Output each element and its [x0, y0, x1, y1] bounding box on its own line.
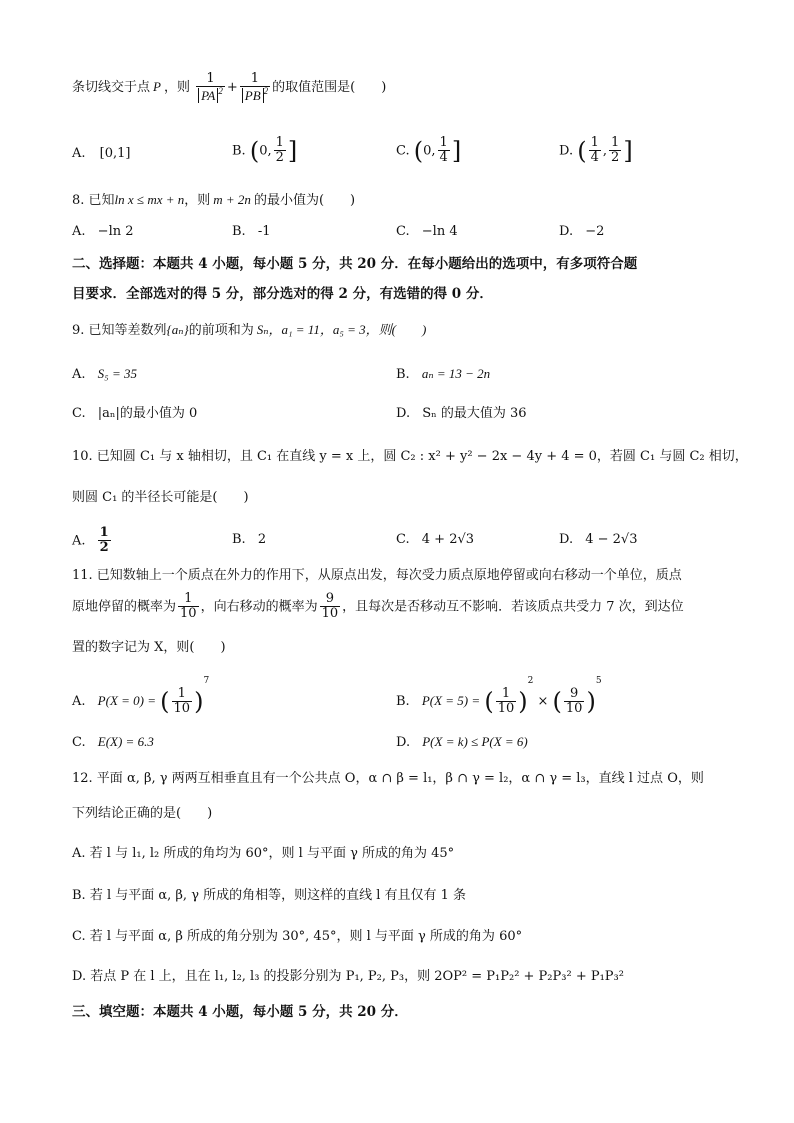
q11-option-c [72, 734, 154, 751]
q9-stem-text: 9. 已知等差数列 [72, 323, 167, 338]
q7d-den1: 4 [590, 150, 599, 166]
q9-option-a [72, 366, 137, 383]
q8-a-label: A. [72, 224, 86, 239]
q9-stem [72, 322, 426, 339]
q10-c-label: C. [396, 532, 410, 547]
q7-fraction-pb [240, 72, 270, 103]
q8-option-a [72, 224, 134, 240]
q11-stem-line2 [72, 592, 684, 622]
q10-b-value: 2 [257, 532, 267, 547]
q8-b-value: -1 [257, 224, 271, 239]
q11-stay-den: 10 [180, 606, 197, 622]
q7-option-a [72, 146, 131, 162]
q10-c-value: 4 + 2√3 [421, 532, 475, 547]
q7d-num1: 1 [590, 135, 599, 150]
q7d-num2: 1 [611, 135, 620, 150]
q11-b-value: P(X = 5) = [421, 693, 481, 708]
q11-a-label: A. [72, 694, 86, 709]
q7-fraction-pa [196, 72, 225, 103]
q12-stem-line1: 12. 平面 α, β, γ 两两互相垂直且有一个公共点 O，α ∩ β = l₁，β ∩ γ = l₂，α ∩ γ = l₃，直线 l 过点 O，则 [72, 771, 704, 786]
q7-then: ，则 [163, 79, 190, 95]
q9-cond: ，a₁ = 11，a₅ = 3，则( ) [268, 322, 427, 337]
q8-option-d [559, 224, 604, 240]
q9-d-value: Sₙ 的最大值为 36 [422, 406, 527, 421]
q7b-num: 1 [275, 135, 284, 150]
q7b-den: 2 [275, 150, 284, 166]
q11-a-value: P(X = 0) = [97, 693, 157, 708]
q10-option-d [559, 532, 638, 548]
q7-frac2-exp: 2 [263, 86, 269, 97]
q11-d-label: D. [396, 735, 411, 750]
q11-b-num2: 9 [570, 685, 579, 701]
q8-d-label: D. [559, 224, 574, 239]
section-2-heading-line2: 目要求．全部选对的得 5 分，部分选对的得 2 分，有选错的得 0 分． [72, 286, 493, 302]
q8-a-value: −ln 2 [97, 224, 134, 239]
q11-a-num: 1 [177, 685, 186, 701]
q9-b-label: B. [396, 367, 410, 382]
q9-a-value: S₅ = 35 [97, 366, 137, 381]
q11-a-den: 10 [173, 701, 191, 716]
q8-option-b [232, 224, 271, 240]
q10-option-c [396, 532, 474, 548]
q7-frac1-den: PA [198, 88, 218, 103]
q9-option-b [396, 366, 490, 383]
q10-a-num: 1 [99, 525, 109, 540]
q8-expr: ln x ≤ mx + n [114, 192, 185, 207]
q11-b-num1: 1 [501, 685, 511, 701]
q7-frac1-num: 1 [206, 71, 215, 86]
q7c-den: 4 [439, 150, 448, 166]
q10-a-label: A. [72, 533, 86, 549]
q9-c-value: |aₙ|的最小值为 0 [97, 406, 198, 421]
q9-d-label: D. [396, 406, 411, 421]
q8-target: m + 2n [213, 192, 251, 207]
q7-frac2-num: 1 [250, 71, 260, 86]
q9-option-d [396, 406, 527, 422]
q8-b-label: B. [232, 224, 246, 239]
q7c-num: 1 [439, 135, 448, 150]
q7-tail: 的取值范围是( ) [272, 79, 387, 95]
q7-frac2-den: PB [242, 88, 264, 103]
q12-option-a: A. 若 l 与 l₁, l₂ 所成的角均为 60°，则 l 与平面 γ 所成的角为 45° [72, 846, 455, 861]
q7d-den2: 2 [611, 150, 620, 166]
q11-b-exp1: 2 [527, 676, 534, 686]
q11-move-num: 9 [325, 591, 334, 606]
section-3-heading: 三、填空题：本题共 4 小题，每小题 5 分，共 20 分． [72, 1004, 408, 1020]
q11-line2c: ，且每次是否移动互不影响．若该质点共受力 7 次，到达位 [342, 599, 684, 615]
q11-b-den1: 10 [497, 701, 515, 716]
q7-option-c-label: C. [396, 143, 410, 159]
q12-stem-line2: 下列结论正确的是( ) [72, 806, 213, 821]
q10-d-label: D. [559, 532, 574, 547]
q8-d-value: −2 [585, 224, 605, 239]
q12-option-b: B. 若 l 与平面 α, β, γ 所成的角相等，则这样的直线 l 有且仅有 1 条 [72, 888, 467, 903]
q9-option-c [72, 406, 197, 422]
q11-line2a: 原地停留的概率为 [72, 599, 177, 615]
q10-a-den: 2 [99, 540, 109, 556]
q10-b-label: B. [232, 532, 246, 547]
q10-stem-line1: 10. 已知圆 C₁ 与 x 轴相切，且 C₁ 在直线 y = x 上，圆 C₂ : x² + y² − 2x − 4y + 4 = 0，若圆 C₁ 与圆 C₂ 相切， [72, 449, 748, 464]
q11-stem-line3: 置的数字记为 X，则( ) [72, 640, 226, 655]
q11-option-a: A. P(X = 0) = ( $\frac{1}{10}$ )$^7$ [72, 676, 210, 716]
q8-c-value: −ln 4 [421, 224, 458, 239]
q12-option-c: C. 若 l 与平面 α, β 所成的角分别为 30°, 45°，则 l 与平面 γ 所成的角为 60° [72, 929, 523, 944]
q7-option-a-label: A. [72, 146, 86, 161]
q7-option-b: B. (0, $\frac{1}{2}$ ] [232, 135, 298, 166]
q11-b-den2: 10 [565, 701, 583, 716]
q8-stem-text: 8. 已知 [72, 193, 115, 208]
section-2-heading-line1: 二、选择题：本题共 4 小题，每小题 5 分，共 20 分．在每小题给出的选项中，有多项符合题 [72, 256, 638, 272]
q9-c-label: C. [72, 406, 86, 421]
q7-option-c: C. (0, $\frac{1}{4}$ ] [396, 135, 462, 166]
q9-b-value: aₙ = 13 − 2n [421, 366, 491, 381]
q10-option-a [72, 526, 113, 556]
q8-then: ，则 [184, 193, 211, 208]
q7-option-a-value: [0,1] [99, 146, 131, 161]
q11-b-label: B. [396, 694, 410, 709]
q7-option-d: D. ( $\frac{1}{4}$ , $\frac{1}{2}$ ] [559, 135, 633, 166]
q7-stem-line: 条切线交于点 P ，则 $\frac{1}{PA ^2}$ + $\frac{1}{PB ^2}$ 的取值范围是( ) [72, 71, 387, 103]
q10-d-value: 4 − 2√3 [585, 532, 638, 547]
q8-stem [72, 192, 355, 209]
q8-c-label: C. [396, 224, 410, 239]
q9-a-label: A. [72, 367, 86, 382]
q10-a-fraction [98, 526, 111, 556]
q11-a-exp: 7 [203, 676, 210, 686]
q11-c-label: C. [72, 735, 86, 750]
q7-option-b-label: B. [232, 143, 246, 159]
q7-text: 条切线交于点 [72, 79, 151, 95]
q11-move-prob [320, 592, 341, 622]
q11-move-den: 10 [321, 606, 339, 622]
q10-option-b [232, 532, 266, 548]
q9-mid: 的前项和为 [188, 323, 254, 338]
q8-option-c [396, 224, 458, 240]
q7-point-p: P [153, 78, 161, 94]
q11-c-value: E(X) = 6.3 [97, 734, 154, 749]
q11-b-exp2: 5 [595, 676, 602, 686]
q9-sum: Sₙ [256, 322, 269, 337]
q11-option-b: B. P(X = 5) = ( $\frac{1}{10}$ )$^2$ × ( $\frac{9}{10}$ )$^5$ [396, 676, 602, 716]
q11-option-d [396, 734, 528, 751]
q11-d-value: P(X = k) ≤ P(X = 6) [422, 734, 528, 749]
q8-tail: 的最小值为( ) [253, 193, 356, 208]
q11-line2b: ，向右移动的概率为 [200, 599, 318, 615]
q9-seq: {aₙ} [166, 322, 189, 337]
q11-stay-prob [178, 592, 199, 622]
q12-option-d: D. 若点 P 在 l 上，且在 l₁, l₂, l₃ 的投影分别为 P₁, P₂, P₃，则 2OP² = P₁P₂² + P₂P₃² + P₁P₃² [72, 969, 624, 984]
q11-stem-line1: 11. 已知数轴上一个质点在外力的作用下，从原点出发，每次受力质点原地停留或向右移动一个单位，质点 [72, 568, 682, 583]
q7-frac1-exp: 2 [218, 86, 223, 97]
q10-stem-line2: 则圆 C₁ 的半径长可能是( ) [72, 490, 249, 505]
q11-stay-num: 1 [184, 591, 193, 606]
q7-option-d-label: D. [559, 143, 574, 159]
